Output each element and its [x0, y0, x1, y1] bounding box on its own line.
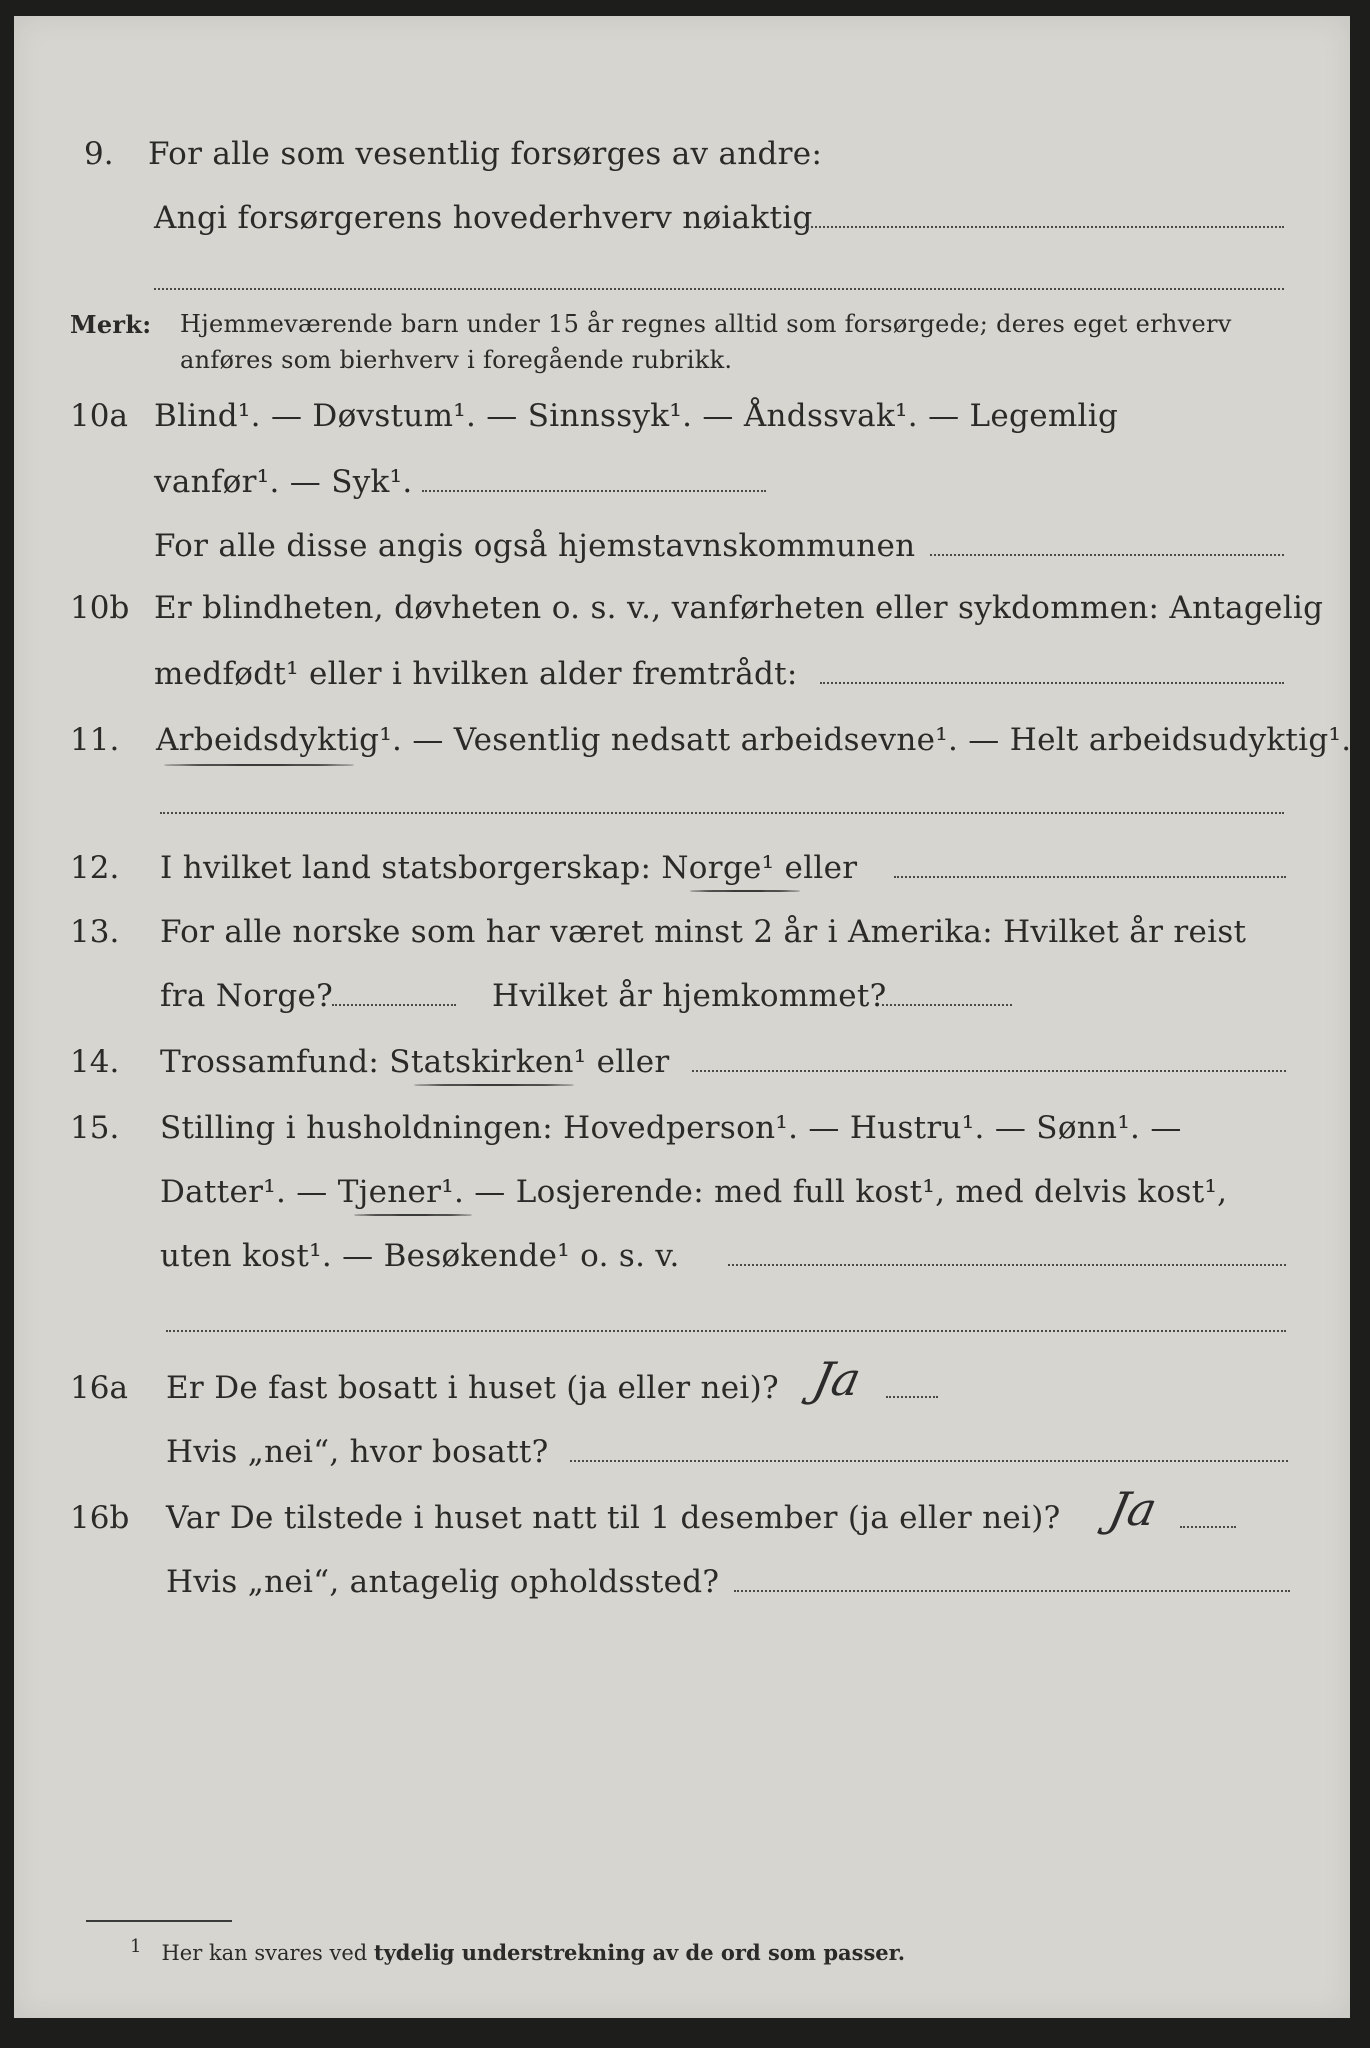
q14-fill-line[interactable]: [692, 1070, 1286, 1072]
merk-label: Merk:: [70, 310, 152, 339]
footnote-mark: 1: [130, 1936, 142, 1957]
merk-line1: Hjemmeværende barn under 15 år regnes alltid som forsørgede; deres eget erhverv: [180, 310, 1232, 338]
q16b-fill-line-2[interactable]: [734, 1590, 1290, 1592]
q10a-fill-line-2[interactable]: [930, 554, 1284, 556]
footnote-text-bold: tydelig understrekning av de ord som passer.: [373, 1940, 906, 1965]
q12-number: 12.: [70, 850, 120, 886]
q16a-line2: Hvis „nei“, hvor bosatt?: [166, 1434, 549, 1470]
footnote: [130, 1936, 905, 1965]
q14-line1: Trossamfund: Statskirken¹ eller: [160, 1044, 670, 1080]
q16a-number: 16a: [70, 1370, 128, 1406]
q14-number: 14.: [70, 1044, 120, 1080]
q10a-line2: vanfør¹. — Syk¹.: [154, 464, 413, 500]
q11-handwritten-underline: [164, 764, 354, 766]
q12-line1: I hvilket land statsborgerskap: Norge¹ eller: [160, 850, 858, 886]
q12-handwritten-underline: [690, 890, 800, 892]
q15-fill-line-1[interactable]: [728, 1264, 1286, 1266]
q16a-line1: Er De fast bosatt i huset (ja eller nei)?: [166, 1370, 779, 1406]
q13-line2b: Hvilket år hjemkommet?: [492, 978, 887, 1014]
q12-fill-line[interactable]: [894, 876, 1286, 878]
q10a-fill-line-1[interactable]: [422, 490, 766, 492]
q16a-handwritten-answer: Ja: [808, 1352, 866, 1406]
q15-number: 15.: [70, 1110, 120, 1146]
q13-number: 13.: [70, 914, 120, 950]
q9-fill-line-2[interactable]: [154, 288, 1284, 290]
q10a-line1: Blind¹. — Døvstum¹. — Sinnssyk¹. — Åndssvak¹. — Legemlig: [154, 398, 1119, 434]
q15-line1: Stilling i husholdningen: Hovedperson¹. — Hustru¹. — Sønn¹. —: [160, 1110, 1182, 1146]
q13-fill-hjemkommet[interactable]: [882, 1004, 1012, 1006]
q9-line1: For alle som vesentlig forsørges av andre:: [148, 136, 823, 172]
q16b-handwritten-answer: Ja: [1104, 1482, 1162, 1536]
q11-number: 11.: [70, 722, 120, 758]
q9-line2: Angi forsørgerens hovederhverv nøiaktig: [154, 200, 813, 236]
q16a-fill-line-1[interactable]: [886, 1396, 938, 1398]
q9-fill-line-1[interactable]: [800, 226, 1284, 228]
q16a-fill-line-2[interactable]: [570, 1460, 1288, 1462]
q16b-number: 16b: [70, 1500, 130, 1536]
q13-fill-reist[interactable]: [332, 1004, 456, 1006]
q13-line1: For alle norske som har været minst 2 år i Amerika: Hvilket år reist: [160, 914, 1247, 950]
q13-line2a: fra Norge?: [160, 978, 334, 1014]
footnote-rule: [86, 1920, 232, 1922]
q15-handwritten-underline: [354, 1214, 472, 1216]
q10b-line2: medfødt¹ eller i hvilken alder fremtrådt:: [154, 656, 798, 692]
q15-fill-line-2[interactable]: [166, 1330, 1286, 1332]
q16b-line2: Hvis „nei“, antagelig opholdssted?: [166, 1564, 720, 1600]
q11-fill-line[interactable]: [160, 812, 1284, 814]
q10b-fill-line[interactable]: [820, 682, 1284, 684]
q9-number: 9.: [84, 136, 114, 172]
q14-handwritten-underline: [414, 1084, 574, 1086]
census-form-page: [14, 16, 1350, 2018]
q11-line1: Arbeidsdyktig¹. — Vesentlig nedsatt arbeidsevne¹. — Helt arbeidsudyktig¹.: [156, 722, 1352, 758]
q16b-fill-line-1[interactable]: [1180, 1526, 1236, 1528]
q15-line2: Datter¹. — Tjener¹. — Losjerende: med full kost¹, med delvis kost¹,: [160, 1174, 1228, 1210]
merk-line2: anføres som bierhverv i foregående rubrikk.: [180, 346, 733, 374]
footnote-text-plain: Her kan svares ved: [161, 1941, 368, 1965]
q10b-line1: Er blindheten, døvheten o. s. v., vanførheten eller sykdommen: Antagelig: [154, 590, 1324, 626]
q10b-number: 10b: [70, 590, 130, 626]
q10a-line3: For alle disse angis også hjemstavnskommunen: [154, 528, 916, 564]
q15-line3: uten kost¹. — Besøkende¹ o. s. v.: [160, 1238, 680, 1274]
q16b-line1: Var De tilstede i huset natt til 1 desember (ja eller nei)?: [166, 1500, 1061, 1536]
q10a-number: 10a: [70, 398, 128, 434]
